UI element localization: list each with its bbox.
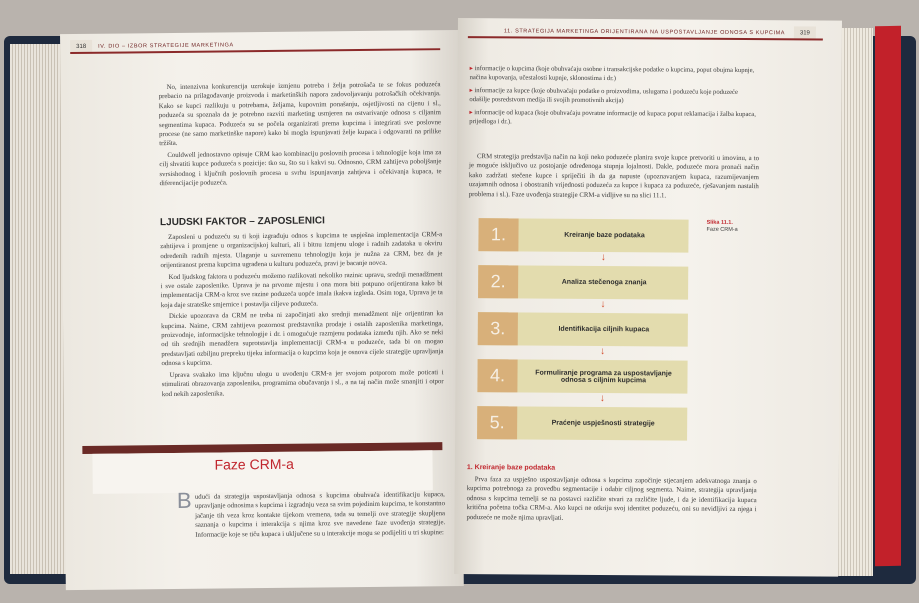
paragraph: Couldwell jednostavno opisuje CRM kao kombinaciju poslovnih procesa i tehnologije koja ima za cilj shvatiti kupce poduzeća s pozicije: tko su, što su i kakvi su. Odnosno, CRM zahtijeva poboljšanje svrsishodnog i ključnih poslovnih procesa u svrhu ispunjavanja zahtjeva i očekivanja kupaca, te diferencijacije poduzeća. — [159, 149, 442, 188]
figure-label: Slika 11.1. — [706, 219, 733, 226]
step-label: Formuliranje programa za uspostavljanje odnosa s ciljnim kupcima — [535, 369, 672, 384]
phase-step — [477, 359, 687, 393]
crm-phases-diagram — [477, 218, 689, 454]
step-label: Kreiranje baze podataka — [564, 231, 645, 240]
paragraph: Dickie upozorava da CRM ne treba ni započinjati ako srednji menadžment nije orijentiran ka kupcima. Naime, CRM zahtijeva pozornost predstavnika prodaje i ostalih zaposlenika marketinga, proizvodnje, informacijske tehnologije i dr. i omogućuje razmjenu podataka između njih. Ako se neki od tih srednjih menadžera suprotstavlja implementaciji CRM-a u poduzeće, tada bi on mogao predstavljati ozbiljnu prepreku tijeku informacija o kupcima koja je osnova cijele strategije upravljanja odnosa s kupcima. — [161, 310, 444, 368]
list-item: ▸ informacije od kupaca (koje obuhvaćaju povratne informacije od kupaca poput reklamacija i žalba kupaca, prijedloga i dr.). — [469, 109, 756, 126]
subsection-heading: 1. Kreiranje baze podataka — [466, 464, 556, 472]
paragraph: udući da strategija uspostavljanja odnosa s kupcima obuhvaća identifikaciju kupaca, upravljanje odnosima s kupcima i izgradnju veza sa svim pojedinim kupcima, te konstantno jačanje tih veza kroz kontakte tijekom vremena, tada su temelji ove strategije skupljena saznanja o kupcima i interakcija s njima kroz sve navedene faze uvođenja strategije. Informacije koje se tiču kupaca i uključene su u interakcije mogu se podijeliti u tri skupine: — [194, 491, 446, 539]
running-header: 11. STRATEGIJA MARKETINGA ORIJENTIRANA NA USPOSTAVLJANJE ODNOSA S KUPCIMA — [503, 28, 786, 37]
paragraph: No, intenzivna konkurencija uzrokuje izmjenu potreba i želja potrošača te se fokus poduzeća prebacio na prilagođavanje proizvoda i marketinških napora zadovoljavanju potrošačkih očekivanja. Kako se kupci razlikuju u potrebama, željama, kupovnim ponašanju, osjetljivosti na cijenu i sl., poduzeća su spoznala da je potrebno razviti marketing usmjeren na ostvarivanje odnosa s ciljanim segmentima kupaca. Poduzeća su se počela organizirati prema kupcima i integrirati sve poslovne procese (ne samo marketinške napore) kako bi mogla ispunjavati želje kupaca i odgovarati na prilike tržišta. — [158, 81, 442, 148]
figure-caption — [706, 220, 737, 234]
step-number: 1. — [478, 218, 518, 251]
drop-cap: B — [176, 487, 192, 513]
step-label: Identifikacija ciljnih kupaca — [558, 325, 650, 334]
intro-text — [159, 80, 442, 190]
paragraph: Uprava svakako ima ključnu ulogu u uvođenju CRM-a jer svojom potporom može poticati i stimulirati obrazovanja zaposlenika, programima obučavanja i sl., a na taj način može smanjiti i otpor kod nekih zaposlenika. — [161, 368, 444, 398]
running-header: IV. DIO – IZBOR STRATEGIJE MARKETINGA — [98, 42, 234, 50]
faze-text — [195, 490, 445, 542]
list-item: ▸ informacije za kupce (koje obuhvaćaju podatke o proizvodima, uslugama i poduzeću koje poduzeće odašilje posredstvom medija ili svojih promotivnih akcija) — [469, 87, 738, 105]
paragraph: Zaposleni u poduzeću su ti koji izgrađuju odnos s kupcima te uspješna implementacija CRM-a zahtijeva i promjene u organizacijskoj kulturi, ali i bitnu izmjenu uloge i radnih zadataka u okviru određenih radnih mjesta. Ulaganje u suvremenu tehnologiju koja je nužna za CRM, bez da je orijentiranost prema kupcima ugrađena u kulturu poduzeća, pravi je bacanje novca. — [160, 231, 443, 270]
paragraph: Prva faza za uspješno uspostavljanje odnosa s kupcima započinje stjecanjem adekvatnoga znanja o kupcima potrebnoga za provedbu segmentacije i odabir ciljnog segmenta. Naime, strategija upravljanja odnosa s kupcima temelji se na postavci različite stvari za različite ljude, i da je identifikacija kupaca kritična početna točka CRM-a. Ako kupci ne otkriju svoj identitet poduzeću, oni su nevidljivi za njega i poduzeće ne može njima upravljati. — [466, 476, 757, 522]
page-number: 319 — [794, 26, 816, 40]
step-number: 2. — [478, 265, 518, 298]
step-label: Praćenje uspješnosti strategije — [551, 419, 655, 428]
right-page — [454, 18, 842, 577]
figure-title: Faze CRM-a — [706, 226, 738, 233]
strategy-paragraph — [469, 152, 759, 203]
step-number: 3. — [478, 312, 518, 345]
red-cover-edge — [875, 26, 901, 566]
phase-step — [478, 265, 688, 299]
subsection-text — [466, 475, 756, 526]
header-rule — [468, 36, 823, 40]
list-item: ▸ informacije o kupcima (koje obuhvaćaju osobne i transakcijske podatke o kupcima, poput obujma kupnje, načina kupovanja, učestalosti kupnje, sklonostima i dr.) — [469, 65, 755, 83]
step-number: 4. — [477, 359, 517, 392]
phase-step — [477, 406, 687, 440]
step-number: 5. — [477, 406, 517, 439]
info-bullets — [469, 64, 759, 132]
left-page — [60, 30, 464, 590]
arrow-down-icon: ↓ — [600, 299, 606, 311]
phase-step — [478, 312, 688, 346]
section-heading: LJUDSKI FAKTOR – ZAPOSLENICI — [159, 215, 325, 229]
arrow-down-icon: ↓ — [600, 252, 606, 264]
arrow-down-icon: ↓ — [599, 392, 605, 405]
step-label: Analiza stečenoga znanja — [561, 278, 647, 287]
arrow-down-icon: ↓ — [600, 346, 606, 358]
paragraph: CRM strategija predstavlja način na koji neko poduzeće planira svoje kupce pretvoriti u imovinu, a to je moguće isključivo uz postojanje određenoga stupnja lojalnosti. Dakle, poduzeće mora pronaći način kako zadržati stečene kupce i spriječiti ih da ga napuste (upoznavanjem kupaca, razumijevanjem uzajamnih odnosa i obostranih vrijednosti poduzeća za kupce i kupaca za poduzeće, rješavanjem nastalih problema i sl.). Faze uvođenja strategije CRM-a vidljive su na slici 11.1. — [468, 153, 760, 200]
section-text — [160, 230, 444, 401]
faze-title: Faze CRM-a — [214, 455, 294, 473]
phase-step — [478, 218, 688, 252]
paragraph: Kod ljudskog faktora u poduzeću možemo razlikovati nekoliko razina: upravu, srednji menadžment i sve ostale zaposlenike. Uprava je na prvome mjestu i ona mora biti potpuno orijentirana kako bi implementacija CRM-a kroz sve razine poduzeća uopće imala ikakva izgleda. Osim toga, Uprava je ta koja daje strateške smjernice i postavlja ciljeve poduzeća. — [160, 270, 443, 309]
page-number: 318 — [70, 40, 92, 54]
